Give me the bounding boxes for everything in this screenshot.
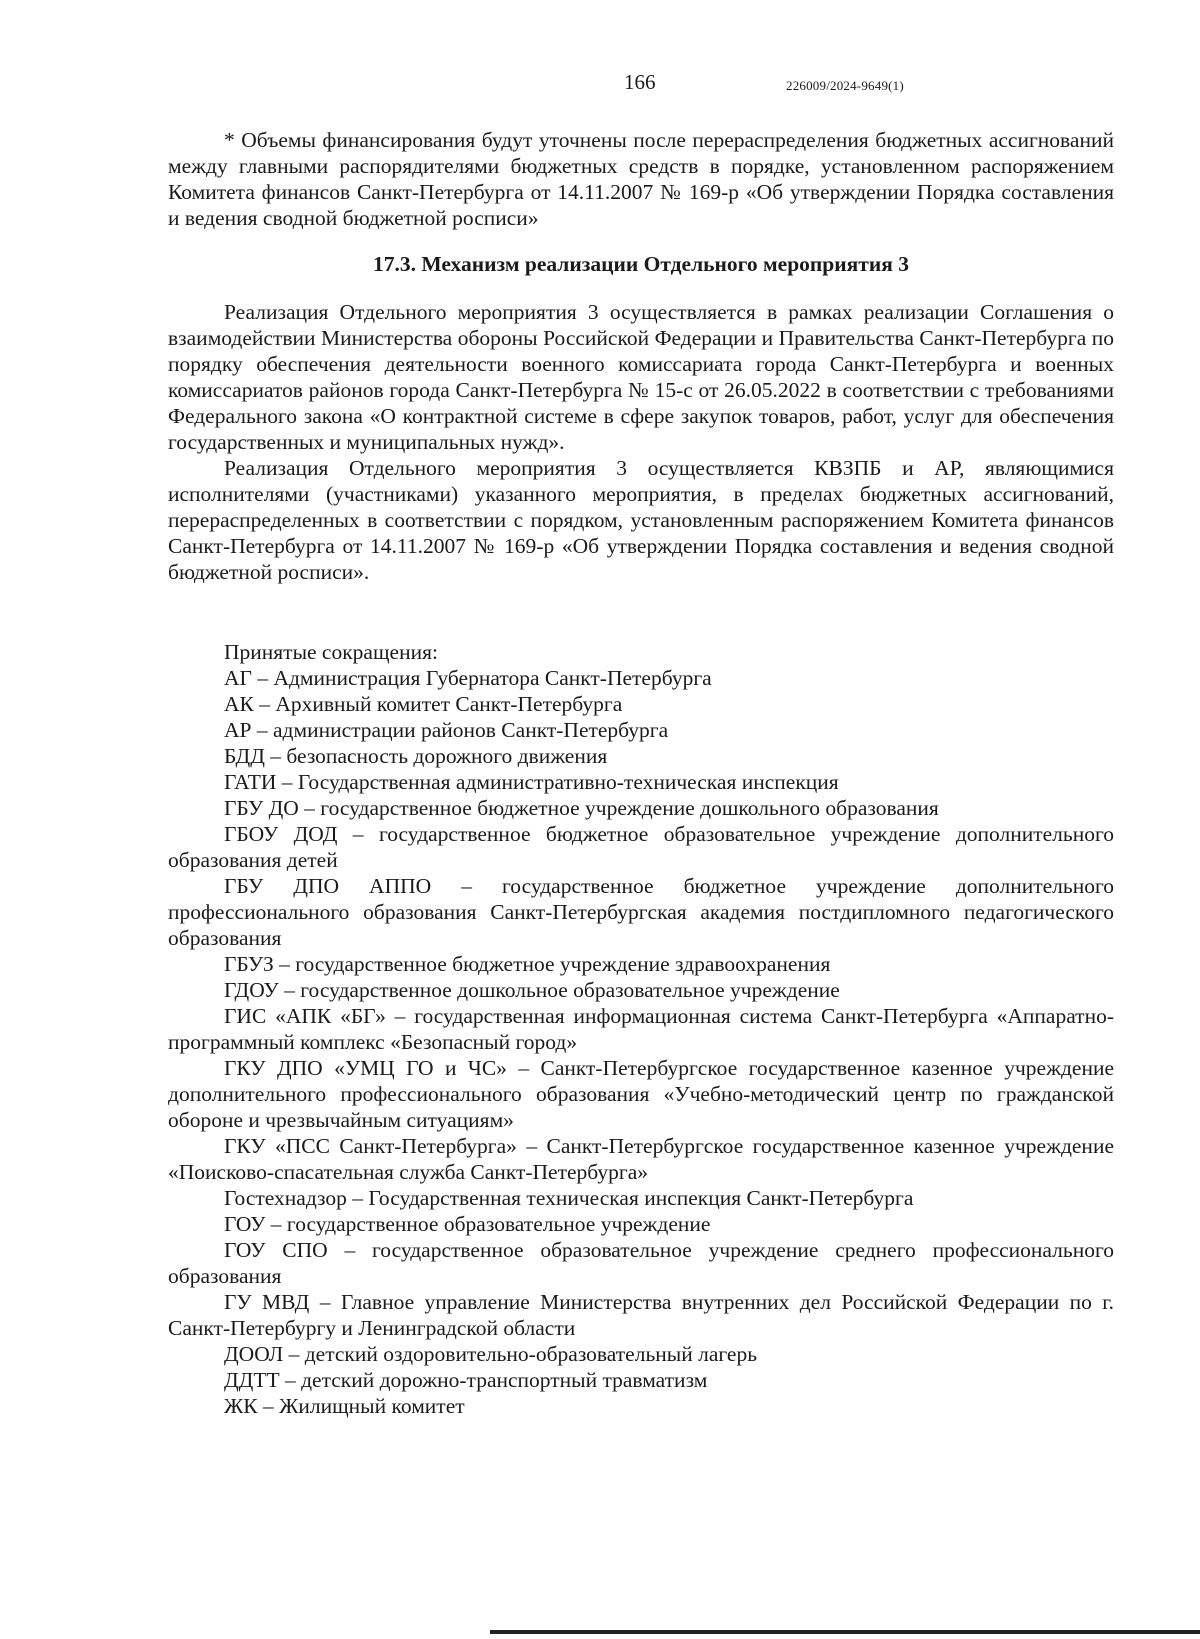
abbreviation-item: Гостехнадзор – Государственная техническая инспекция Санкт-Петербурга [224,1186,914,1210]
abbreviation-item: ГОУ – государственное образовательное учреждение [224,1212,711,1236]
abbreviation-item: ГБУЗ – государственное бюджетное учреждение здравоохранения [224,952,831,976]
document-code: 226009/2024-9649(1) [786,78,904,93]
section-heading: 17.3. Механизм реализации Отдельного мероприятия 3 [373,252,909,276]
abbreviation-item: ГУ МВД – Главное управление Министерства внутренних дел Российской Федерации по г. Санкт-Петербургу и Ленинградской области [168,1290,1114,1340]
section-paragraph: Реализация Отдельного мероприятия 3 осуществляется в рамках реализации Соглашения о взаимодействии Министерства обороны Российской Федерации и Правительства Санкт-Петербурга по порядку обеспечения деятельности военного комиссариата города Санкт-Петербурга и военных комиссариатов районов города Санкт-Петербурга № 15-с от 26.05.2022 в соответствии с требованиями Федерального закона «О контрактной системе в сфере закупок товаров, работ, услуг для обеспечения государственных и муниципальных нужд». [168,300,1114,454]
document-body [168,127,1114,1419]
abbreviation-item: ДДТТ – детский дорожно-транспортный травматизм [224,1368,708,1392]
spacer [168,585,1114,639]
abbreviation-item: ЖК – Жилищный комитет [224,1394,465,1418]
abbreviation-item: ДООЛ – детский оздоровительно-образовательный лагерь [224,1342,757,1366]
abbreviation-item: ГАТИ – Государственная административно-техническая инспекция [224,770,839,794]
abbreviations-list [168,665,1114,1419]
abbreviation-item: ГБУ ДО – государственное бюджетное учреждение дошкольного образования [224,796,939,820]
abbreviation-item: ГКУ ДПО «УМЦ ГО и ЧС» – Санкт-Петербургское государственное казенное учреждение дополнительного профессионального образования «Учебно-методический центр по гражданской обороне и чрезвычайным ситуациям» [168,1056,1114,1132]
abbreviation-item: ГДОУ – государственное дошкольное образовательное учреждение [224,978,840,1002]
abbreviation-item: ГБОУ ДОД – государственное бюджетное образовательное учреждение дополнительного образования детей [168,822,1114,872]
section-paragraph: Реализация Отдельного мероприятия 3 осуществляется КВЗПБ и АР, являющимися исполнителями (участниками) указанного мероприятия, в пределах бюджетных ассигнований, перераспределенных в соответствии с порядком, установленным распоряжением Комитета финансов Санкт-Петербурга от 14.11.2007 № 169-р «Об утверждении Порядка составления и ведения сводной бюджетной росписи». [168,456,1114,584]
abbreviation-item: АГ – Администрация Губернатора Санкт-Петербурга [224,666,712,690]
scan-edge-line [490,1630,1200,1634]
abbreviations-title: Принятые сокращения: [224,640,438,664]
abbreviation-item: ГОУ СПО – государственное образовательное учреждение среднего профессионального образования [168,1238,1114,1288]
abbreviation-item: ГИС «АПК «БГ» – государственная информационная система Санкт-Петербурга «Аппаратно-программный комплекс «Безопасный город» [168,1004,1114,1054]
page-number: 166 [624,70,656,94]
abbreviation-item: БДД – безопасность дорожного движения [224,744,608,768]
abbreviation-item: ГКУ «ПСС Санкт-Петербурга» – Санкт-Петербургское государственное казенное учреждение «Поисково-спасательная служба Санкт-Петербурга» [168,1134,1114,1184]
abbreviation-item: АР – администрации районов Санкт-Петербурга [224,718,669,742]
abbreviation-item: АК – Архивный комитет Санкт-Петербурга [224,692,623,716]
abbreviation-item: ГБУ ДПО АППО – государственное бюджетное учреждение дополнительного профессионального образования Санкт-Петербургская академия постдипломного педагогического образования [168,874,1114,950]
footnote: * Объемы финансирования будут уточнены после перераспределения бюджетных ассигнований между главными распорядителями бюджетных средств в порядке, установленном распоряжением Комитета финансов Санкт-Петербурга от 14.11.2007 № 169-р «Об утверждении Порядка составления и ведения сводной бюджетной росписи» [168,128,1114,230]
